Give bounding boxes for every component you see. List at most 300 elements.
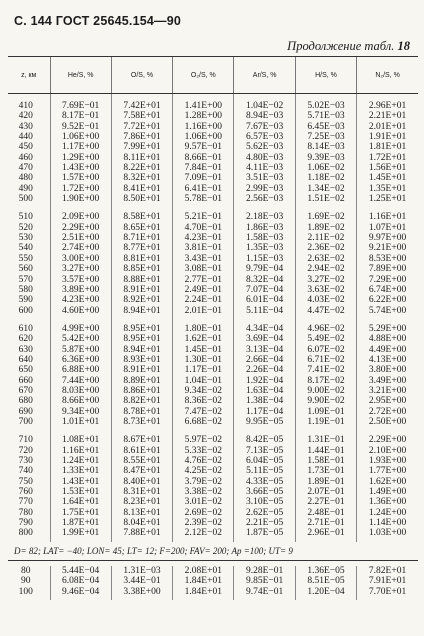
- table-row: [8, 194, 418, 205]
- value-cell: 5.11E−05: [234, 466, 295, 476]
- value-cell: 4.25E−02: [173, 466, 234, 476]
- value-cell: 1.49E+00: [357, 487, 418, 497]
- value-cell: 1.18E−02: [295, 173, 356, 183]
- table-row: [8, 576, 418, 586]
- value-cell: 8.51E−05: [295, 576, 356, 586]
- table-row: [8, 223, 418, 233]
- altitude-cell: 100: [18, 586, 33, 597]
- value-cell: 9.28E−01: [234, 566, 295, 576]
- altitude-cell: 410: [18, 101, 33, 111]
- altitude-cell: 540: [18, 243, 33, 254]
- value-cell: 1.62E+00: [357, 477, 418, 487]
- value-cell: 1.17E−04: [234, 407, 295, 417]
- altitude-cell: 640: [18, 354, 33, 365]
- table-row: [8, 233, 418, 243]
- table-row: [8, 345, 418, 355]
- value-cell: 1.87E−05: [234, 528, 295, 541]
- value-cell: 5.11E−04: [234, 306, 295, 317]
- value-cell: 1.03E+00: [357, 528, 418, 541]
- value-cell: 1.57E+00: [50, 173, 111, 183]
- value-cell: 2.96E+01: [357, 94, 418, 112]
- altitude-cell: 590: [18, 295, 33, 306]
- value-cell: 1.17E−01: [173, 365, 234, 375]
- value-cell: 3.38E+00: [111, 587, 172, 600]
- value-cell: 8.94E+01: [111, 306, 172, 317]
- value-cell: 8.42E−05: [234, 428, 295, 445]
- value-cell: 9.57E−01: [173, 142, 234, 152]
- value-cell: 8.23E+01: [111, 497, 172, 507]
- value-cell: 1.16E+01: [50, 446, 111, 456]
- value-cell: 8.13E+01: [111, 508, 172, 518]
- col-header-o: O/S, %: [111, 57, 172, 94]
- value-cell: 1.35E+01: [357, 184, 418, 194]
- value-cell: 1.84E+01: [173, 587, 234, 600]
- value-cell: 2.01E+01: [357, 122, 418, 132]
- value-cell: 8.03E+00: [50, 386, 111, 396]
- composition-table: [8, 56, 418, 542]
- altitude-cell: 510: [18, 212, 33, 223]
- value-cell: 5.02E−03: [295, 94, 356, 112]
- value-cell: 7.47E−02: [173, 407, 234, 417]
- altitude-cell: 570: [18, 274, 33, 285]
- value-cell: 7.70E+01: [357, 587, 418, 600]
- table-row: [8, 446, 418, 456]
- table-row: [8, 518, 418, 528]
- value-cell: 1.63E−04: [234, 386, 295, 396]
- value-cell: 1.92E−04: [234, 376, 295, 386]
- value-cell: 7.29E+00: [357, 275, 418, 285]
- value-cell: 9.90E−02: [295, 396, 356, 406]
- table-row: [8, 94, 418, 112]
- value-cell: 7.58E+01: [111, 111, 172, 121]
- value-cell: 3.79E−02: [173, 477, 234, 487]
- value-cell: 6.22E+00: [357, 295, 418, 305]
- col-header-h: H/S, %: [295, 57, 356, 94]
- table-row: [8, 285, 418, 295]
- value-cell: 3.57E+00: [50, 275, 111, 285]
- altitude-cell: 750: [18, 476, 33, 487]
- value-cell: 1.24E+01: [50, 456, 111, 466]
- value-cell: 4.47E−02: [295, 306, 356, 317]
- value-cell: 3.49E+00: [357, 376, 418, 386]
- value-cell: 8.36E−02: [173, 396, 234, 406]
- value-cell: 5.44E−04: [50, 566, 111, 576]
- value-cell: 8.86E+01: [111, 386, 172, 396]
- value-cell: 9.21E+00: [357, 243, 418, 253]
- value-cell: 8.91E+01: [111, 365, 172, 375]
- value-cell: 7.89E+00: [357, 264, 418, 274]
- value-cell: 2.10E+00: [357, 446, 418, 456]
- altitude-cell: 560: [18, 264, 33, 275]
- value-cell: 1.51E−02: [295, 194, 356, 205]
- value-cell: 1.36E−05: [295, 566, 356, 576]
- value-cell: 3.01E−02: [173, 497, 234, 507]
- value-cell: 1.75E+01: [50, 508, 111, 518]
- value-cell: 1.33E+01: [50, 466, 111, 476]
- value-cell: 1.19E−01: [295, 417, 356, 428]
- value-cell: 2.77E−01: [173, 275, 234, 285]
- value-cell: 8.47E+01: [111, 466, 172, 476]
- table-row: [8, 173, 418, 183]
- altitude-cell: 620: [18, 334, 33, 345]
- table-number: 18: [397, 39, 410, 53]
- table-row: [8, 295, 418, 305]
- value-cell: 1.56E+01: [357, 163, 418, 173]
- value-cell: 5.33E−02: [173, 446, 234, 456]
- table-row: [8, 477, 418, 487]
- col-header-n2: N₂/S, %: [357, 57, 418, 94]
- value-cell: 2.49E−01: [173, 285, 234, 295]
- value-cell: 2.56E−03: [234, 194, 295, 205]
- altitude-cell: 430: [18, 121, 33, 132]
- value-cell: 2.07E−01: [295, 487, 356, 497]
- value-cell: 8.93E+01: [111, 355, 172, 365]
- value-cell: 4.03E−02: [295, 295, 356, 305]
- value-cell: 2.29E+00: [50, 223, 111, 233]
- value-cell: 6.36E+00: [50, 355, 111, 365]
- value-cell: 2.74E+00: [50, 243, 111, 253]
- value-cell: 8.65E+01: [111, 223, 172, 233]
- value-cell: 1.04E−01: [173, 376, 234, 386]
- table-row: [8, 365, 418, 375]
- value-cell: 8.67E+01: [111, 428, 172, 445]
- value-cell: 5.49E−02: [295, 334, 356, 344]
- col-header-ar: Ar/S, %: [234, 57, 295, 94]
- value-cell: 6.41E−01: [173, 184, 234, 194]
- altitude-cell: 760: [18, 487, 33, 498]
- value-cell: 7.72E+01: [111, 122, 172, 132]
- divider: [8, 560, 418, 561]
- value-cell: 5.87E+00: [50, 345, 111, 355]
- value-cell: 1.07E+01: [357, 223, 418, 233]
- value-cell: 8.40E+01: [111, 477, 172, 487]
- low-altitude-table: [8, 566, 418, 600]
- value-cell: 1.89E−01: [295, 477, 356, 487]
- value-cell: 9.34E−02: [173, 386, 234, 396]
- altitude-cell: 530: [18, 233, 33, 244]
- value-cell: 4.11E−03: [234, 163, 295, 173]
- value-cell: 5.29E+00: [357, 317, 418, 334]
- value-cell: 4.70E−01: [173, 223, 234, 233]
- value-cell: 1.53E+01: [50, 487, 111, 497]
- value-cell: 4.76E−02: [173, 456, 234, 466]
- value-cell: 6.71E−02: [295, 355, 356, 365]
- value-cell: 8.88E+01: [111, 275, 172, 285]
- altitude-cell: 730: [18, 456, 33, 466]
- value-cell: 2.09E+00: [50, 205, 111, 222]
- altitude-cell: 740: [18, 466, 33, 477]
- value-cell: 8.94E+01: [111, 345, 172, 355]
- value-cell: 4.34E−04: [234, 317, 295, 334]
- value-cell: 8.95E+01: [111, 317, 172, 334]
- value-cell: 6.88E+00: [50, 365, 111, 375]
- value-cell: 1.73E−01: [295, 466, 356, 476]
- value-cell: 2.18E−03: [234, 205, 295, 222]
- value-cell: 1.72E+01: [357, 153, 418, 163]
- value-cell: 8.41E+01: [111, 184, 172, 194]
- value-cell: 2.66E−04: [234, 355, 295, 365]
- value-cell: 9.52E−01: [50, 122, 111, 132]
- table-row: [8, 153, 418, 163]
- altitude-cell: 610: [18, 323, 33, 334]
- value-cell: 1.01E+01: [50, 417, 111, 428]
- value-cell: 1.14E+00: [357, 518, 418, 528]
- table-continuation-label: [287, 39, 410, 54]
- value-cell: 2.62E−05: [234, 508, 295, 518]
- value-cell: 8.14E−03: [295, 142, 356, 152]
- value-cell: 8.66E−01: [173, 153, 234, 163]
- table-row: [8, 487, 418, 497]
- value-cell: 1.45E+01: [357, 173, 418, 183]
- value-cell: 1.64E+01: [50, 497, 111, 507]
- value-cell: 2.69E−02: [173, 508, 234, 518]
- value-cell: 1.06E+00: [50, 132, 111, 142]
- value-cell: 8.53E+00: [357, 254, 418, 264]
- value-cell: 7.99E+01: [111, 142, 172, 152]
- value-cell: 4.80E−03: [234, 153, 295, 163]
- value-cell: 5.21E−01: [173, 205, 234, 222]
- table-row: [8, 205, 418, 222]
- table-row: [8, 466, 418, 476]
- altitude-cell: 90: [21, 576, 31, 587]
- value-cell: 8.22E+01: [111, 163, 172, 173]
- value-cell: 8.32E+01: [111, 173, 172, 183]
- table-row: [8, 566, 418, 576]
- value-cell: 3.10E−05: [234, 497, 295, 507]
- col-header-altitude: z, км: [8, 57, 50, 94]
- col-header-o2: O₂/S, %: [173, 57, 234, 94]
- value-cell: 7.13E−05: [234, 446, 295, 456]
- table-row: [8, 407, 418, 417]
- value-cell: 9.95E−05: [234, 417, 295, 428]
- value-cell: 9.00E−02: [295, 386, 356, 396]
- value-cell: 1.31E−01: [295, 428, 356, 445]
- value-cell: 2.29E+00: [357, 428, 418, 445]
- table-row: [8, 587, 418, 600]
- value-cell: 1.99E+01: [50, 528, 111, 541]
- value-cell: 8.81E+01: [111, 254, 172, 264]
- value-cell: 2.36E−02: [295, 243, 356, 253]
- value-cell: 4.23E−01: [173, 233, 234, 243]
- value-cell: 2.71E−01: [295, 518, 356, 528]
- altitude-cell: 460: [18, 152, 33, 163]
- table-row: [8, 184, 418, 194]
- value-cell: 6.07E−02: [295, 345, 356, 355]
- table-row: [8, 275, 418, 285]
- altitude-cell: 490: [18, 183, 33, 194]
- value-cell: 3.80E+00: [357, 365, 418, 375]
- value-cell: 9.85E−01: [234, 576, 295, 586]
- value-cell: 3.44E−01: [111, 576, 172, 586]
- table-row: [8, 132, 418, 142]
- value-cell: 3.27E−02: [295, 275, 356, 285]
- value-cell: 3.63E−02: [295, 285, 356, 295]
- table-body: [8, 94, 418, 542]
- value-cell: 9.34E+00: [50, 407, 111, 417]
- value-cell: 3.21E+00: [357, 386, 418, 396]
- value-cell: 8.55E+01: [111, 456, 172, 466]
- table-row: [8, 111, 418, 121]
- value-cell: 8.95E+01: [111, 334, 172, 344]
- value-cell: 6.04E−05: [234, 456, 295, 466]
- table-row: [8, 122, 418, 132]
- value-cell: 7.84E−01: [173, 163, 234, 173]
- altitude-cell: 670: [18, 385, 33, 396]
- value-cell: 4.60E+00: [50, 306, 111, 317]
- value-cell: 8.31E+01: [111, 487, 172, 497]
- value-cell: 8.66E+00: [50, 396, 111, 406]
- value-cell: 3.69E−04: [234, 334, 295, 344]
- value-cell: 2.26E−04: [234, 365, 295, 375]
- table-row: [8, 376, 418, 386]
- table-row: [8, 317, 418, 334]
- value-cell: 1.87E+01: [50, 518, 111, 528]
- value-cell: 1.72E+00: [50, 184, 111, 194]
- value-cell: 8.71E+01: [111, 233, 172, 243]
- value-cell: 1.06E+00: [173, 132, 234, 142]
- table-row: [8, 163, 418, 173]
- value-cell: 5.97E−02: [173, 428, 234, 445]
- value-cell: 8.17E−01: [50, 111, 111, 121]
- value-cell: 4.23E+00: [50, 295, 111, 305]
- value-cell: 7.42E+01: [111, 94, 172, 112]
- value-cell: 2.21E+01: [357, 111, 418, 121]
- value-cell: 8.61E+01: [111, 446, 172, 456]
- value-cell: 8.92E+01: [111, 295, 172, 305]
- altitude-cell: 650: [18, 365, 33, 376]
- value-cell: 1.84E+01: [173, 576, 234, 586]
- value-cell: 1.25E+01: [357, 194, 418, 205]
- altitude-cell: 440: [18, 132, 33, 143]
- table-row: [8, 334, 418, 344]
- value-cell: 7.25E−03: [295, 132, 356, 142]
- value-cell: 1.81E+01: [357, 142, 418, 152]
- value-cell: 1.41E+00: [173, 94, 234, 112]
- value-cell: 3.27E+00: [50, 264, 111, 274]
- value-cell: 8.50E+01: [111, 194, 172, 205]
- value-cell: 1.45E−01: [173, 345, 234, 355]
- value-cell: 8.94E−03: [234, 111, 295, 121]
- value-cell: 4.33E−05: [234, 477, 295, 487]
- value-cell: 2.21E−05: [234, 518, 295, 528]
- value-cell: 8.91E+01: [111, 285, 172, 295]
- value-cell: 8.89E+01: [111, 376, 172, 386]
- altitude-cell: 450: [18, 142, 33, 153]
- altitude-cell: 800: [18, 528, 33, 539]
- value-cell: 1.80E−01: [173, 317, 234, 334]
- table-row: [8, 396, 418, 406]
- altitude-cell: 500: [18, 194, 33, 205]
- value-cell: 1.58E−01: [295, 456, 356, 466]
- value-cell: 1.16E+00: [173, 122, 234, 132]
- value-cell: 1.69E−02: [295, 205, 356, 222]
- value-cell: 5.74E+00: [357, 306, 418, 317]
- value-cell: 2.01E−01: [173, 306, 234, 317]
- altitude-cell: 630: [18, 344, 33, 355]
- value-cell: 1.43E+01: [50, 477, 111, 487]
- value-cell: 1.43E+00: [50, 163, 111, 173]
- altitude-cell: 470: [18, 163, 33, 174]
- value-cell: 2.24E−01: [173, 295, 234, 305]
- value-cell: 7.67E−03: [234, 122, 295, 132]
- value-cell: 1.20E−04: [295, 587, 356, 600]
- table-row: [8, 417, 418, 428]
- table-header-row: [8, 57, 418, 94]
- continuation-text: Продолжение табл.: [287, 39, 395, 53]
- model-parameters-line: D= 82; LAT= −40; LON= 45; LT= 12; F=200; FAV= 200; Ap =100; UT= 9: [14, 546, 293, 556]
- value-cell: 1.08E+01: [50, 428, 111, 445]
- value-cell: 9.39E−03: [295, 153, 356, 163]
- value-cell: 7.07E−04: [234, 285, 295, 295]
- value-cell: 2.51E+00: [50, 233, 111, 243]
- altitude-cell: 690: [18, 406, 33, 417]
- value-cell: 2.95E+00: [357, 396, 418, 406]
- value-cell: 1.36E+00: [357, 497, 418, 507]
- value-cell: 9.74E−01: [234, 587, 295, 600]
- value-cell: 9.46E−04: [50, 587, 111, 600]
- value-cell: 1.17E+00: [50, 142, 111, 152]
- value-cell: 1.31E−03: [111, 566, 172, 576]
- value-cell: 1.90E+00: [50, 194, 111, 205]
- value-cell: 3.89E+00: [50, 285, 111, 295]
- value-cell: 3.66E−05: [234, 487, 295, 497]
- value-cell: 8.85E+01: [111, 264, 172, 274]
- table-row: [8, 528, 418, 541]
- value-cell: 7.91E+01: [357, 576, 418, 586]
- altitude-cell: 420: [18, 111, 33, 122]
- value-cell: 1.09E−01: [295, 407, 356, 417]
- value-cell: 3.81E−01: [173, 243, 234, 253]
- table-row: [8, 243, 418, 253]
- value-cell: 3.08E−01: [173, 264, 234, 274]
- value-cell: 5.78E−01: [173, 194, 234, 205]
- value-cell: 8.78E+01: [111, 407, 172, 417]
- value-cell: 9.97E+00: [357, 233, 418, 243]
- value-cell: 2.99E−03: [234, 184, 295, 194]
- value-cell: 1.28E+00: [173, 111, 234, 121]
- value-cell: 7.88E+01: [111, 528, 172, 541]
- table-row: [8, 254, 418, 264]
- value-cell: 2.12E−02: [173, 528, 234, 541]
- altitude-cell: 660: [18, 375, 33, 386]
- value-cell: 8.32E−04: [234, 275, 295, 285]
- table-row: [8, 355, 418, 365]
- value-cell: 1.06E−02: [295, 163, 356, 173]
- value-cell: 1.16E+01: [357, 205, 418, 222]
- altitude-cell: 580: [18, 284, 33, 295]
- value-cell: 8.04E+01: [111, 518, 172, 528]
- table-row: [8, 142, 418, 152]
- value-cell: 8.82E+01: [111, 396, 172, 406]
- value-cell: 5.42E+00: [50, 334, 111, 344]
- altitude-cell: 520: [18, 222, 33, 233]
- value-cell: 2.50E+00: [357, 417, 418, 428]
- value-cell: 6.01E−04: [234, 295, 295, 305]
- altitude-cell: 680: [18, 396, 33, 407]
- value-cell: 1.77E+00: [357, 466, 418, 476]
- altitude-cell: 780: [18, 507, 33, 518]
- value-cell: 3.43E−01: [173, 254, 234, 264]
- value-cell: 2.27E−01: [295, 497, 356, 507]
- table-row: [8, 306, 418, 317]
- value-cell: 6.57E−03: [234, 132, 295, 142]
- value-cell: 1.89E−02: [295, 223, 356, 233]
- altitude-cell: 720: [18, 445, 33, 456]
- value-cell: 4.99E+00: [50, 317, 111, 334]
- value-cell: 6.08E−04: [50, 576, 111, 586]
- page-header: С. 144 ГОСТ 25645.154—90: [14, 14, 182, 28]
- value-cell: 5.62E−03: [234, 142, 295, 152]
